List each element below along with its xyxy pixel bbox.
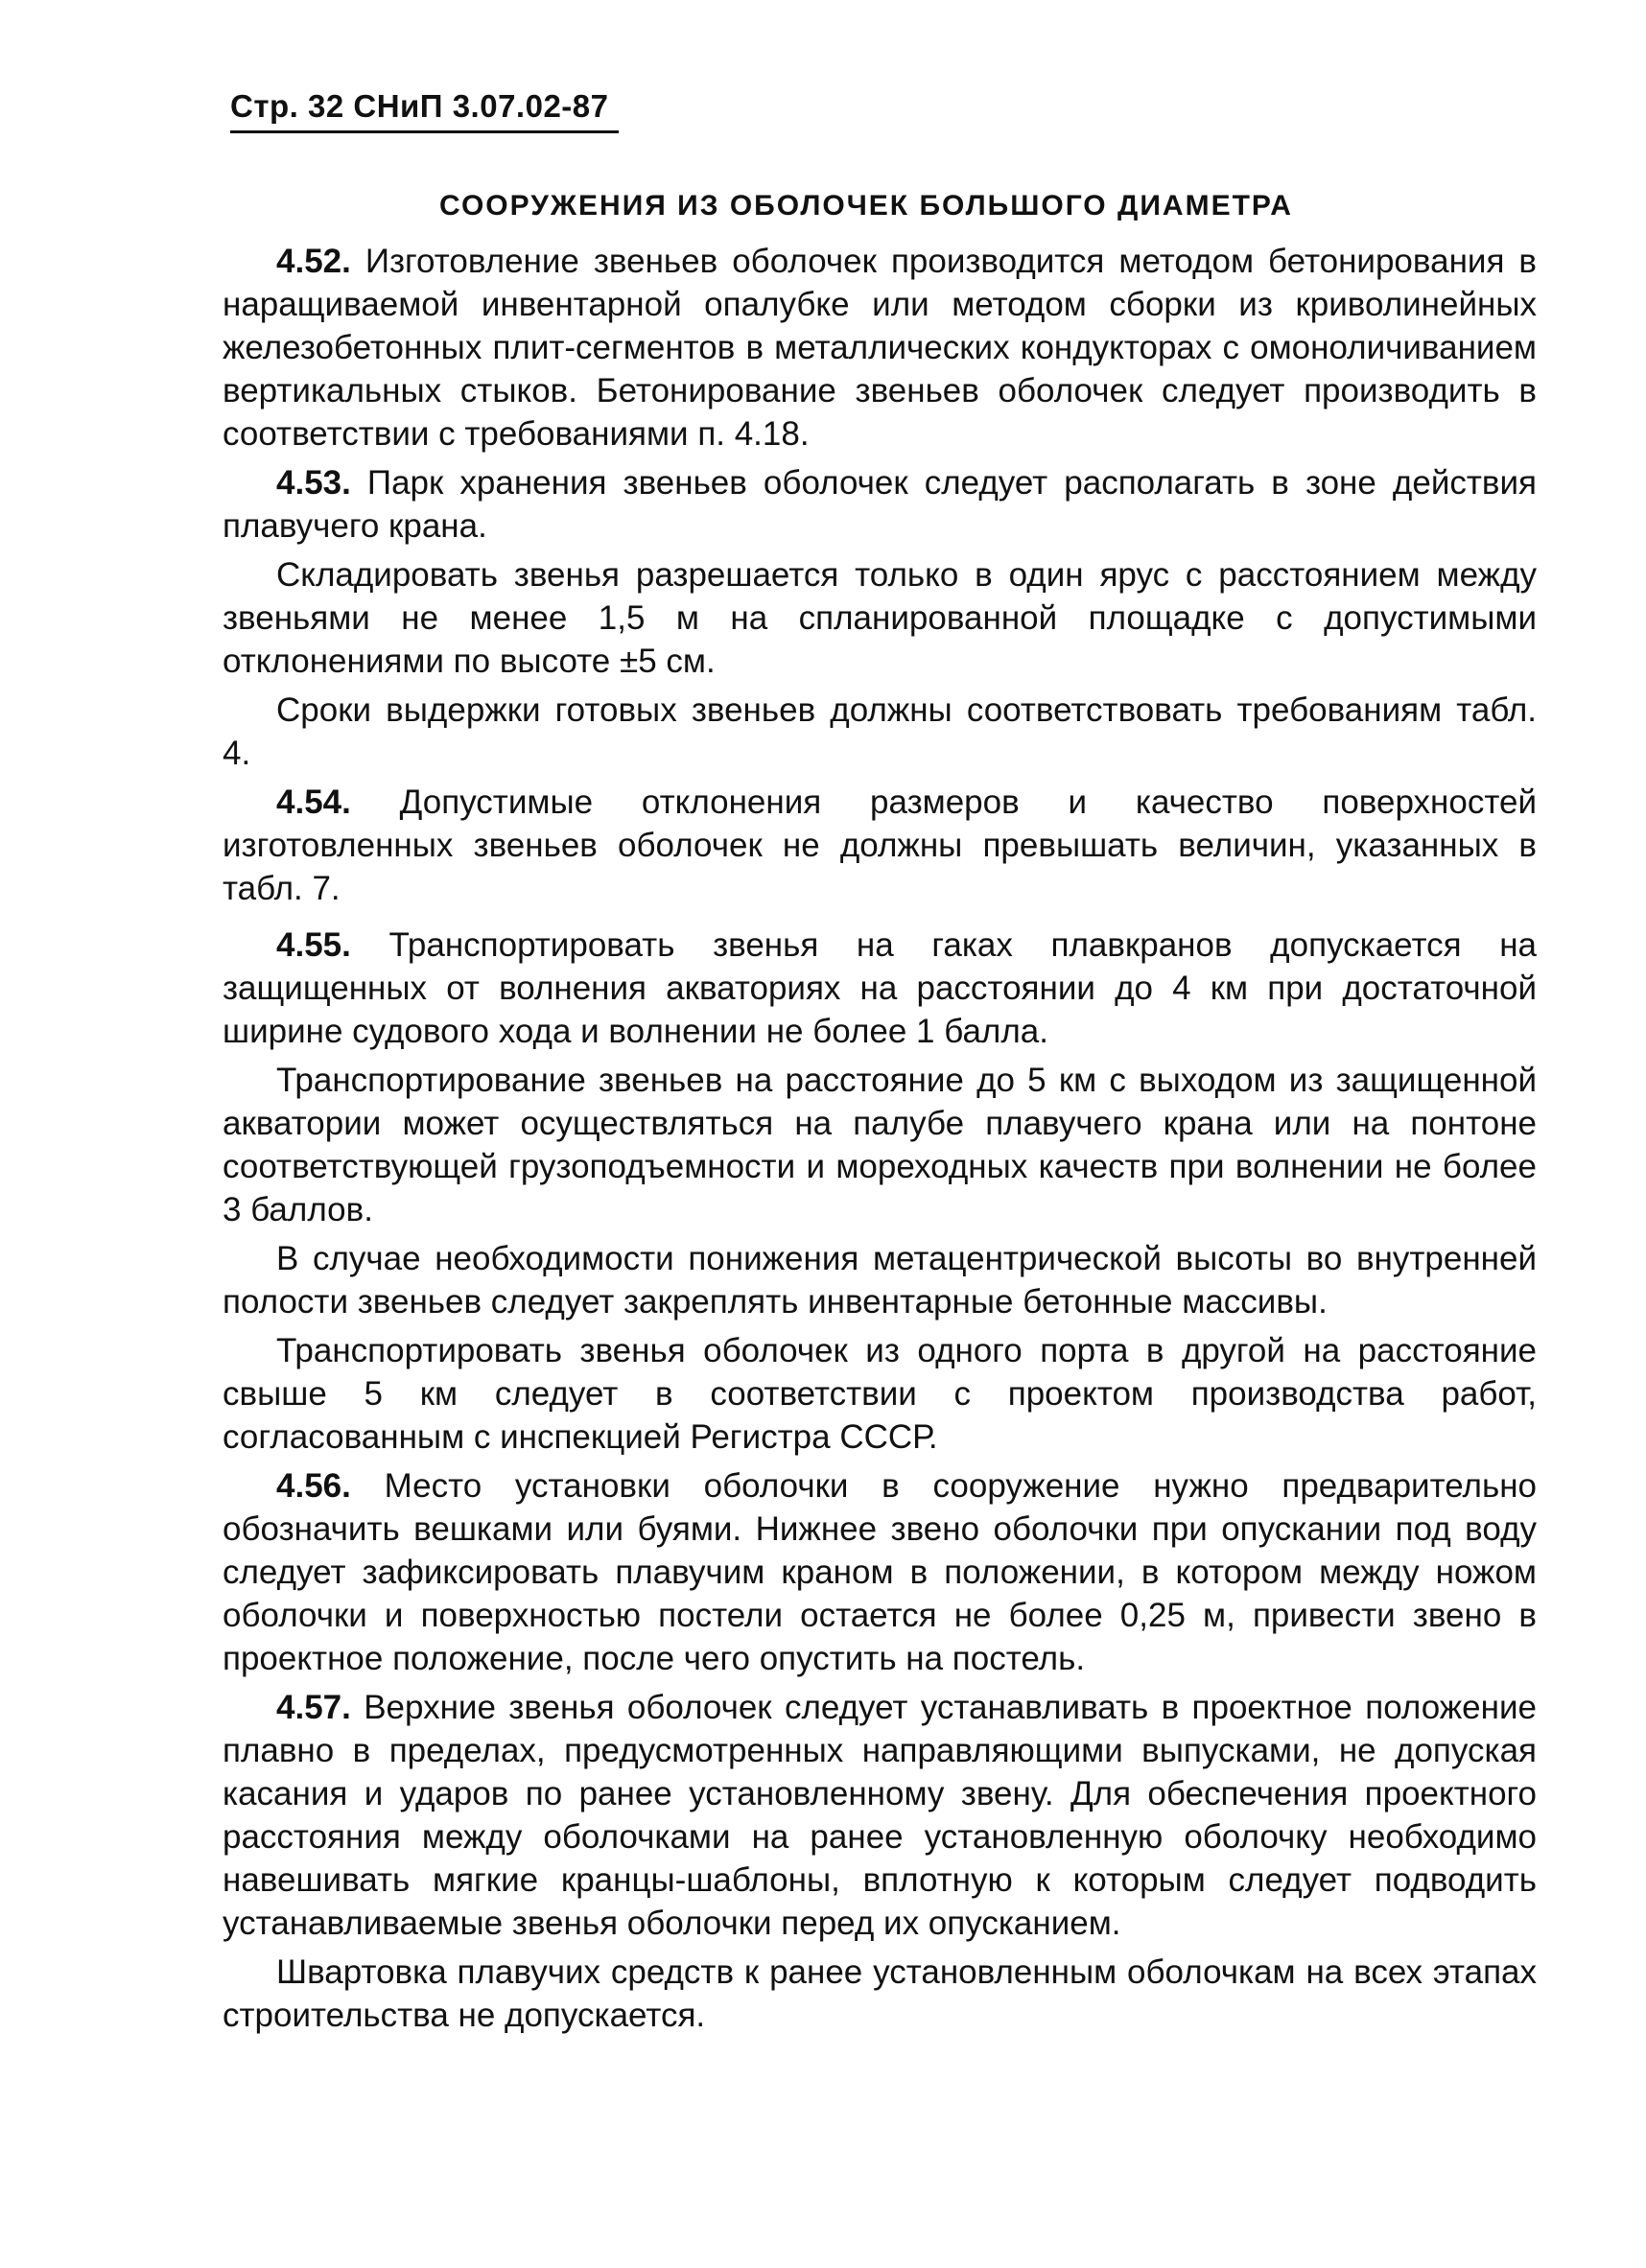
- paragraph-text: Верхние звенья оболочек следует устанавливать в проектное положение плавно в пределах, предусмотренных направляющими выпусками, не допуская касания и ударов по ранее установленному звену. Для обеспечения проектного расстояния между оболочками на ранее установленную оболочку необходимо навешивать мягкие кранцы-шаблоны, вплотную к которым следует подводить устанавливаемые звенья оболочки перед их опусканием.: [223, 1689, 1537, 1942]
- paragraph-4-52: [223, 240, 1537, 456]
- clause-number: 4.56.: [276, 1467, 351, 1505]
- paragraph: [223, 689, 1537, 775]
- clause-number: 4.55.: [276, 926, 351, 964]
- paragraph-4-53: [223, 461, 1537, 548]
- paragraph: [223, 1951, 1537, 2037]
- page-header: Стр. 32 СНиП 3.07.02-87: [230, 88, 609, 124]
- paragraph-text: Транспортировать звенья на гаках плавкранов допускается на защищенных от волнения акваториях на расстоянии до 4 км при достаточной ширине судового хода и волнении не более 1 балла.: [223, 926, 1537, 1050]
- paragraph: [223, 553, 1537, 683]
- section-title: СООРУЖЕНИЯ ИЗ ОБОЛОЧЕК БОЛЬШОГО ДИАМЕТРА: [439, 190, 1293, 222]
- clause-number: 4.54.: [276, 783, 351, 821]
- paragraph-text: Допустимые отклонения размеров и качество поверхностей изготовленных звеньев оболочек не должны превышать величин, указанных в табл. 7.: [223, 783, 1537, 907]
- clause-number: 4.53.: [276, 464, 351, 502]
- paragraph-text: В случае необходимости понижения метацентрической высоты во внутренней полости звеньев следует закреплять инвентарные бетонные массивы.: [223, 1240, 1537, 1321]
- body-text: [223, 240, 1537, 2043]
- paragraph-text: Изготовление звеньев оболочек производится методом бетонирования в наращиваемой инвентарной опалубке или методом сборки из криволинейных железобетонных плит-сегментов в металлических кондукторах с омоноличиванием вертикальных стыков. Бетонирование звеньев оболочек следует производить в соответствии с требованиями п. 4.18.: [223, 243, 1537, 453]
- paragraph-text: Место установки оболочки в сооружение нужно предварительно обозначить вешками или буями. Нижнее звено оболочки при опускании под воду следует зафиксировать плавучим краном в положении, в котором между ножом оболочки и поверхностью постели остается не более 0,25 м, привести звено в проектное положение, после чего опустить на постель.: [223, 1467, 1537, 1677]
- paragraph-text: Транспортирование звеньев на расстояние до 5 км с выходом из защищенной акватории может осуществляться на палубе плавучего крана или на понтоне соответствующей грузоподъемности и мореходных качеств при волнении не более 3 баллов.: [223, 1062, 1537, 1228]
- paragraph-text: Швартовка плавучих средств к ранее установленным оболочкам на всех этапах строительства не допускается.: [223, 1953, 1537, 2034]
- paragraph-text: Транспортировать звенья оболочек из одного порта в другой на расстояние свыше 5 км следует в соответствии с проектом производства работ, согласованным с инспекцией Регистра СССР.: [223, 1332, 1537, 1456]
- paragraph-4-57: [223, 1686, 1537, 1945]
- paragraph: [223, 1059, 1537, 1231]
- clause-number: 4.57.: [276, 1689, 351, 1726]
- clause-number: 4.52.: [276, 243, 351, 280]
- paragraph-text: Парк хранения звеньев оболочек следует располагать в зоне действия плавучего крана.: [223, 464, 1537, 545]
- paragraph: [223, 1237, 1537, 1323]
- paragraph-4-56: [223, 1464, 1537, 1680]
- paragraph-4-54: [223, 781, 1537, 910]
- header-underline: [230, 130, 619, 133]
- paragraph-text: Складировать звенья разрешается только в один ярус с расстоянием между звеньями не менее 1,5 м на спланированной площадке с допустимыми отклонениями по высоте ±5 см.: [223, 556, 1537, 680]
- paragraph-text: Сроки выдержки готовых звеньев должны соответствовать требованиям табл. 4.: [223, 691, 1537, 772]
- paragraph: [223, 1329, 1537, 1459]
- paragraph-4-55: [223, 924, 1537, 1053]
